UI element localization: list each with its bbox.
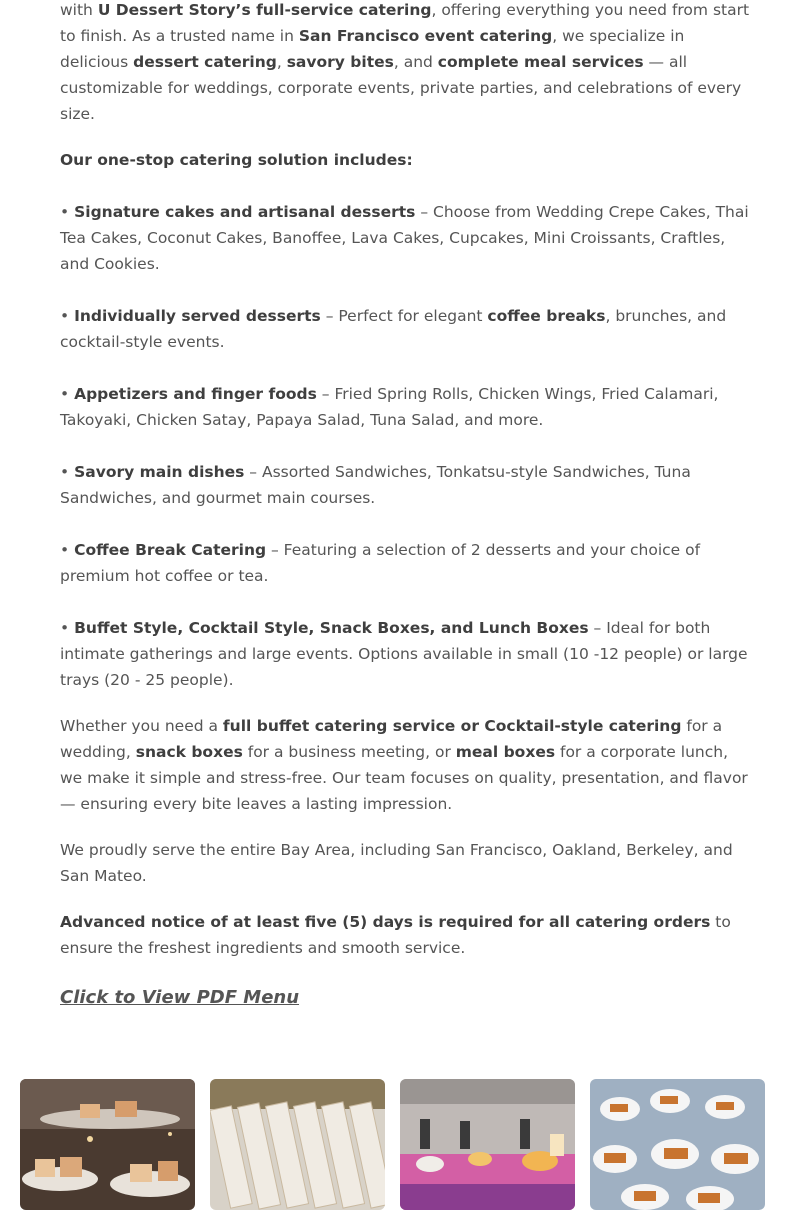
notice-paragraph: Advanced notice of at least five (5) days is required for all catering orders to ensure the freshest ingredients and smooth service.: [60, 913, 731, 957]
photo-gallery: [20, 1079, 765, 1210]
sandwich-tray-photo[interactable]: [210, 1079, 385, 1210]
service-area-paragraph: We proudly serve the entire Bay Area, including San Francisco, Oakland, Berkeley, and San Mateo.: [60, 841, 733, 885]
solution-heading: Our one-stop catering solution includes:: [60, 151, 413, 169]
list-item: • Signature cakes and artisanal desserts – Choose from Wedding Crepe Cakes, Thai Tea Cakes, Coconut Cakes, Banoffee, Lava Cakes, Cupcakes, Mini Croissants, Craftles, and Cookies.: [60, 203, 749, 273]
list-item: • Individually served desserts – Perfect for elegant coffee breaks, brunches, and cocktail-style events.: [60, 307, 727, 351]
list-item: • Appetizers and finger foods – Fried Spring Rolls, Chicken Wings, Fried Calamari, Takoyaki, Chicken Satay, Papaya Salad, Tuna Salad, and more.: [60, 385, 719, 429]
list-item: • Buffet Style, Cocktail Style, Snack Boxes, and Lunch Boxes – Ideal for both intimate gatherings and large events. Options available in small (10 -12 people) or large trays (20 - 25 people).: [60, 619, 748, 689]
list-item: • Coffee Break Catering – Featuring a selection of 2 desserts and your choice of premium hot coffee or tea.: [60, 541, 701, 585]
event-dessert-table-photo[interactable]: [400, 1079, 575, 1210]
list-item: • Savory main dishes – Assorted Sandwiches, Tonkatsu-style Sandwiches, Tuna Sandwiches, and gourmet main courses.: [60, 463, 691, 507]
intro-paragraph: with U Dessert Story’s full-service catering, offering everything you need from start to finish. As a trusted name in San Francisco event catering, we specialize in delicious dessert catering, savory bites, and complete meal services — all customizable for weddings, corporate events, private parties, and celebrations of every size.: [60, 1, 750, 123]
pdf-menu-link[interactable]: Click to View PDF Menu: [60, 987, 300, 1008]
dessert-platter-photo[interactable]: [20, 1079, 195, 1210]
plated-dessert-photo[interactable]: [590, 1079, 765, 1210]
catering-description: [60, 0, 750, 1011]
whether-paragraph: Whether you need a full buffet catering service or Cocktail-style catering for a wedding, snack boxes for a business meeting, or meal boxes for a corporate lunch, we make it simple and stress-free. Our team focuses on quality, presentation, and flavor — ensuring every bite leaves a lasting impression.: [60, 717, 748, 813]
